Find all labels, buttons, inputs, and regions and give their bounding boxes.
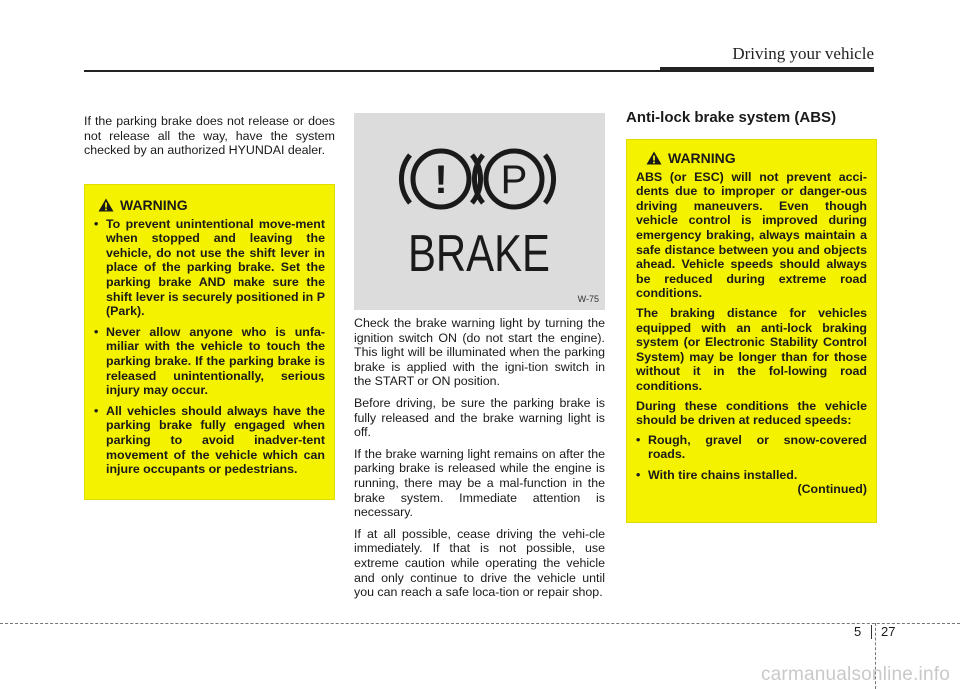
- warning-item: • With tire chains installed.: [636, 468, 867, 483]
- exclamation-glyph: !: [434, 158, 448, 202]
- warning-item: • Rough, gravel or snow-covered roads.: [636, 433, 867, 462]
- warning-title: WARNING: [668, 150, 736, 166]
- page-number: 27: [881, 624, 896, 639]
- left-column: [84, 114, 335, 165]
- brake-warning-lamp-icon: [354, 113, 605, 310]
- watermark: carmanualsonline.info: [760, 664, 950, 685]
- warning-list: [636, 433, 867, 483]
- warning-list: [94, 217, 325, 477]
- p-letter-glyph: P: [500, 158, 528, 202]
- abs-warning-box: [626, 139, 877, 523]
- page-number-divider: [871, 625, 872, 639]
- footer-rule: [0, 623, 960, 624]
- warning-paragraph: During these conditions the vehicle should be driven at reduced speeds:: [636, 398, 867, 428]
- continued-note: (Continued): [797, 482, 867, 497]
- header-rule-accent: [660, 67, 874, 72]
- page-header-title: Driving your vehicle: [732, 44, 874, 63]
- warning-triangle-icon: [98, 198, 114, 212]
- body-paragraph: Before driving, be sure the parking brake is fully released and the brake warning light is off.: [354, 395, 605, 440]
- section-heading-abs: Anti-lock brake system (ABS): [626, 109, 837, 126]
- warning-item: • All vehicles should always have the parking brake fully engaged when parking to avoid inadver-tent movement of the vehicle which can injure occupants or pedestrians.: [94, 404, 325, 477]
- warning-item: • To prevent unintentional move-ment when stopped and leaving the vehicle, do not use the shift lever in place of the parking brake. Set the parking brake AND make sure the shift lever is securely positioned in P (Park).: [94, 217, 325, 319]
- section-number: 5: [854, 624, 862, 639]
- intro-paragraph: If the parking brake does not release or does not release all the way, have the system checked by an authorized HYUNDAI dealer.: [84, 114, 335, 158]
- warning-paragraph: The braking distance for vehicles equipped with an anti-lock braking system (or Electronic Stability Control System) may be longer than for those without it in the fol-lowing road conditions.: [636, 305, 867, 393]
- warning-triangle-icon: [646, 151, 662, 165]
- warning-title: WARNING: [120, 197, 188, 213]
- illustration-code: W-75: [577, 294, 599, 304]
- parking-brake-warning-box: [84, 184, 335, 500]
- body-paragraph: If at all possible, cease driving the vehi-cle immediately. If that is not possible, use extreme caution while operating the vehicle and only continue to drive the vehicle until you can reach a safe loca-tion or repair shop.: [354, 526, 605, 600]
- body-paragraph: If the brake warning light remains on after the parking brake is released while the engine is running, there may be a mal-function in the brake system. Immediate attention is necessary.: [354, 446, 605, 520]
- brake-word: BRAKE: [408, 225, 550, 283]
- warning-paragraph: ABS (or ESC) will not prevent acci-dents due to improper or danger-ous driving maneuvers. Even though vehicle control is improved during emergency braking, always maintain a safe distance between you and objects ahead. Vehicle speeds should always be reduced during extreme road conditions.: [636, 169, 867, 301]
- middle-column-text: [354, 316, 605, 607]
- warning-item: • Never allow anyone who is unfa-miliar with the vehicle to touch the parking brake. If the parking brake is released unintentionally, serious injury may occur.: [94, 325, 325, 398]
- body-paragraph: Check the brake warning light by turning the ignition switch ON (do not start the engine). This light will be illuminated when the parking brake is applied with the igni-tion switch in the START or ON position.: [354, 316, 605, 389]
- brake-warning-lamp-illustration: [354, 113, 605, 310]
